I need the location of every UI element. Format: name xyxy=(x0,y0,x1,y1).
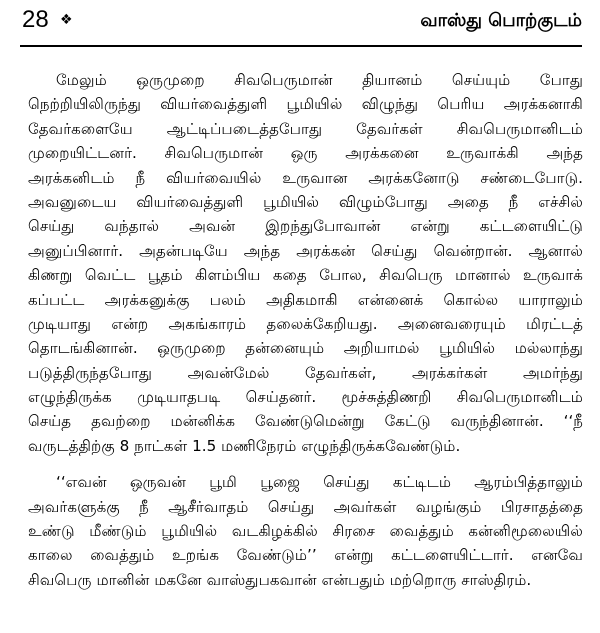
text-line: அவனுடைய வியர்வைத்துளி பூமியில் விழும்போது அதை நீ எச்சில் xyxy=(28,192,583,211)
text-line: கிணறு வெட்ட பூதம் கிளம்பிய கதை போல, சிவபெரு மானால் உருவாக் xyxy=(28,266,583,285)
text-line: மேலும் ஒருமுறை சிவபெருமான் தியானம் செய்யும் போது xyxy=(56,71,583,89)
text-line: சிவபெரு மானின் மகனே வாஸ்துபகவான் என்பதும் மற்றொரு சாஸ்திரம். xyxy=(28,570,532,589)
text-line: தேவர்களையே ஆட்டிப்படைத்தபோது தேவர்கள் சிவபெருமானிடம் xyxy=(28,119,583,138)
text-line: உண்டு மீண்டும் பூமியில் வடகிழக்கில் சிரசை வைத்தும் கன்னிமூலையில் xyxy=(28,522,583,541)
body-text xyxy=(28,68,583,592)
page-header xyxy=(22,4,582,44)
paragraph-1 xyxy=(28,68,583,458)
text-line: அனுப்பினார். அதன்படியே அந்த அரக்கன் செய்து வென்றான். ஆனால் xyxy=(28,241,583,260)
diamond-ornament-icon: ❖ xyxy=(60,12,73,28)
text-line: காலை வைத்தும் உறங்க வேண்டும்’’ என்று கட்டளையிட்டார். எனவே xyxy=(28,546,583,565)
page-number: 28 xyxy=(22,6,49,33)
text-line: அவர்களுக்கு நீ ஆசீர்வாதம் செய்து அவர்கள் வழங்கும் பிரசாதத்தை xyxy=(28,497,583,516)
text-line: அரக்கனிடம் நீ வியர்வையில் உருவான அரக்கனோடு சண்டைபோடு. xyxy=(28,168,583,187)
text-line: செய்த தவற்றை மன்னிக்க வேண்டுமென்று கேட்டு வருந்தினான். ‘‘நீ xyxy=(28,412,583,431)
running-title: வாஸ்து பொற்குடம் xyxy=(420,10,582,31)
text-line: கப்பட்ட அரக்கனுக்கு பலம் அதிகமாகி என்னைக் கொல்ல யாராலும் xyxy=(28,290,583,309)
paragraph-2 xyxy=(28,470,583,592)
text-line: நெற்றியிலிருந்து வியர்வைத்துளி பூமியில் விழுந்து பெரிய அரக்கனாகி xyxy=(28,95,583,114)
text-line: ‘‘எவன் ஒருவன் பூமி பூஜை செய்து கட்டிடம் ஆரம்பித்தாலும் xyxy=(56,473,583,492)
text-line: முடியாது என்ற அகங்காரம் தலைக்கேறியது. அனைவரையும் மிரட்டத் xyxy=(28,314,583,333)
text-line: படுத்திருந்தபோது அவன்மேல் தேவர்கள், அரக்கர்கள் அமர்ந்து xyxy=(28,363,583,382)
text-line: தொடங்கினான். ஒருமுறை தன்னையும் அறியாமல் பூமியில் மல்லாந்து xyxy=(28,339,583,358)
text-line: எழுந்திருக்க முடியாதபடி செய்தனர். மூச்சுத்திணறி சிவபெருமானிடம் xyxy=(28,388,583,407)
text-line: முறையிட்டனர். சிவபெருமான் ஒரு அரக்கனை உருவாக்கி அந்த xyxy=(28,144,583,163)
header-rule xyxy=(20,45,582,47)
paragraph-gap xyxy=(28,458,583,470)
text-line: செய்து வந்தால் அவன் இறந்துபோவான் என்று கட்டளையிட்டு xyxy=(28,217,583,236)
text-line: வருடத்திற்கு 8 நாட்கள் 1.5 மணிநேரம் எழுந்திருக்கவேண்டும். xyxy=(28,436,461,455)
